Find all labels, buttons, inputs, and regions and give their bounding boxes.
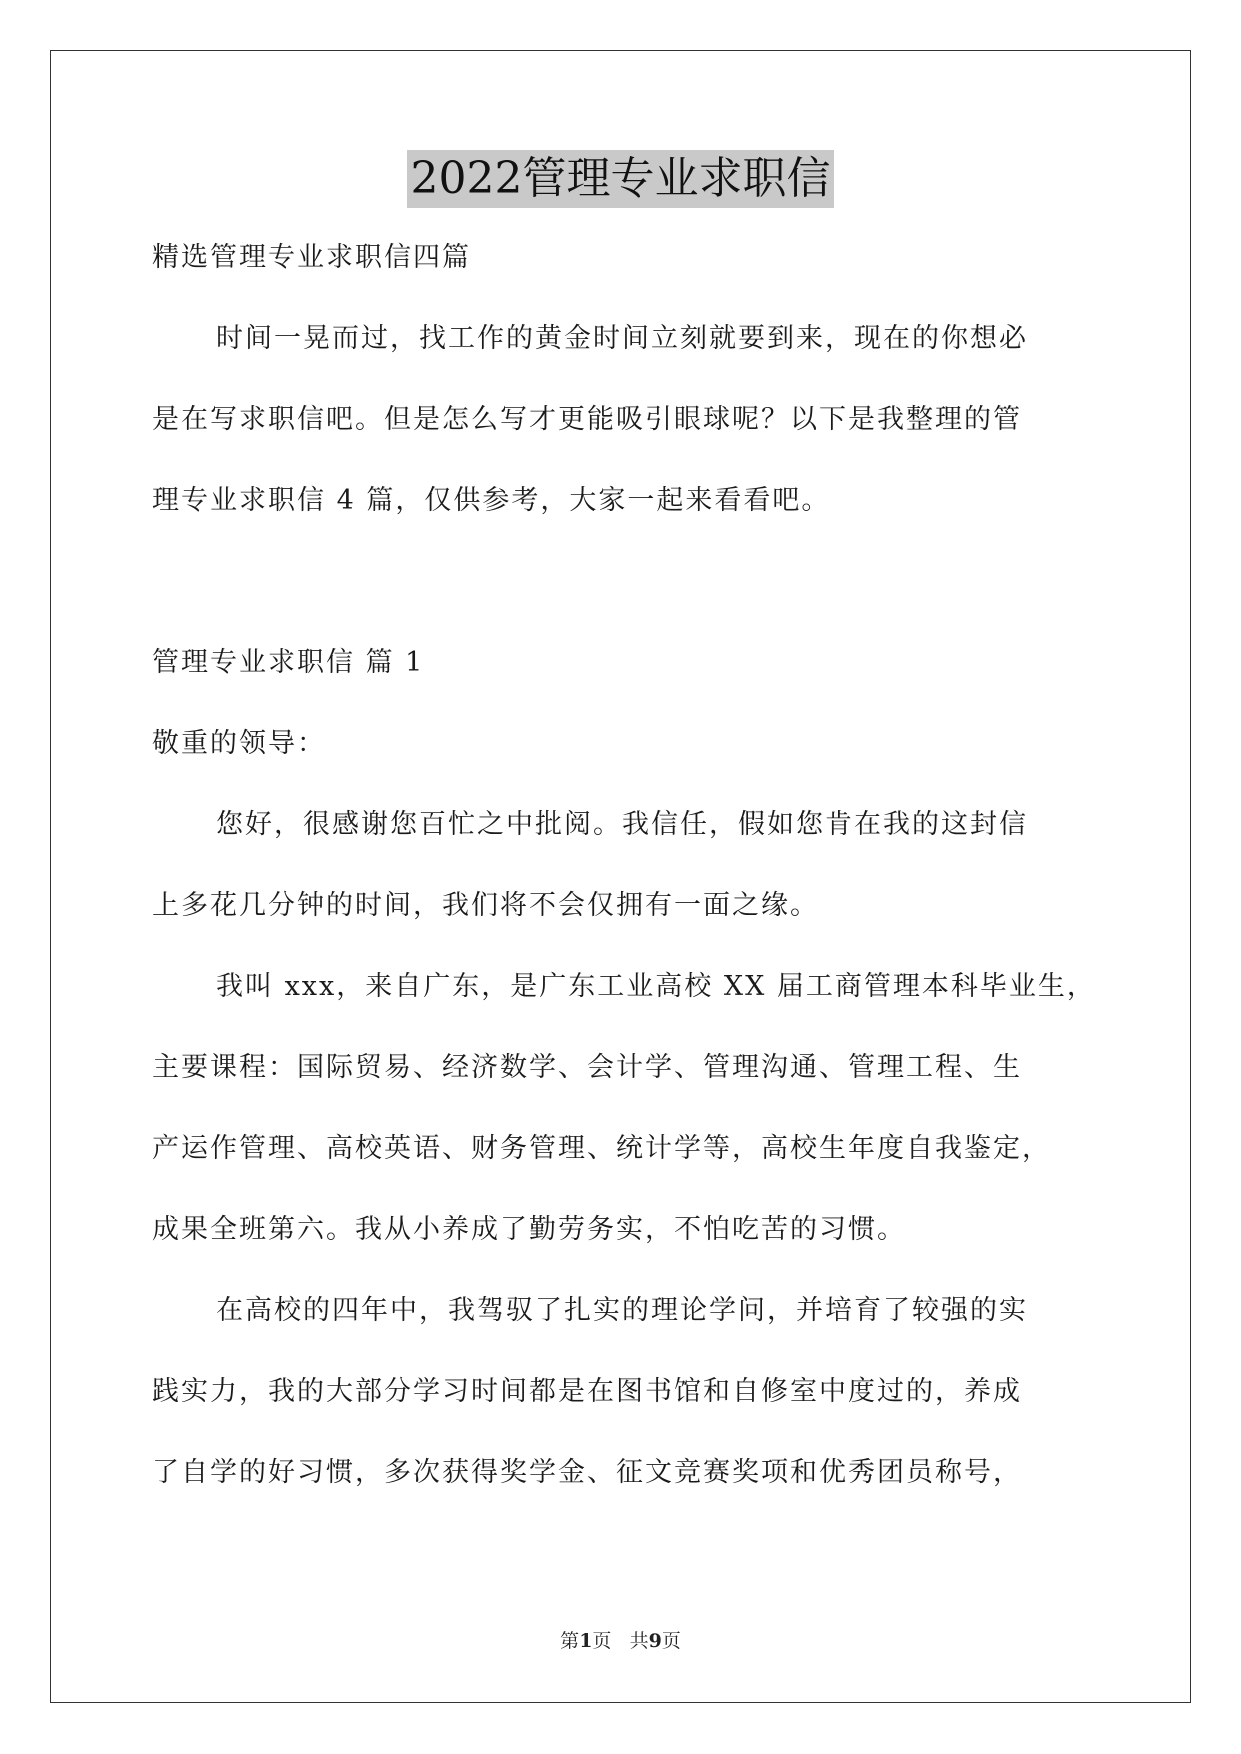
blank-line [152, 556, 1112, 637]
paragraph-line: 了自学的好习惯，多次获得奖学金、征文竞赛奖项和优秀团员称号， [152, 1457, 1022, 1488]
page-prefix: 第 [560, 1630, 580, 1652]
title-area [0, 150, 1241, 208]
total-suffix: 页 [661, 1630, 681, 1652]
page-footer [0, 1626, 1241, 1653]
paragraph-line: 我叫 xxx，来自广东，是广东工业高校 XX 届工商管理本科毕业生， [216, 971, 1096, 1002]
paragraph-line: 您好，很感谢您百忙之中批阅。我信任，假如您肯在我的这封信 [216, 809, 1028, 840]
paragraph-line: 践实力，我的大部分学习时间都是在图书馆和自修室中度过的，养成 [152, 1376, 1022, 1407]
page-suffix: 页 [592, 1630, 612, 1652]
intro-line: 时间一晃而过，找工作的黄金时间立刻就要到来，现在的你想必 [216, 323, 1028, 354]
document-title: 2022管理专业求职信 [407, 150, 835, 208]
paragraph-line: 上多花几分钟的时间，我们将不会仅拥有一面之缘。 [152, 890, 819, 921]
paragraph-line: 成果全班第六。我从小养成了勤劳务实，不怕吃苦的习惯。 [152, 1214, 906, 1245]
intro-line: 理专业求职信 4 篇，仅供参考，大家一起来看看吧。 [152, 485, 831, 516]
page-number: 1 [579, 1630, 593, 1652]
total-pages: 9 [648, 1630, 662, 1652]
salutation: 敬重的领导： [152, 728, 326, 759]
section-heading: 管理专业求职信 篇 1 [152, 647, 425, 678]
paragraph-line: 在高校的四年中，我驾驭了扎实的理论学问，并培育了较强的实 [216, 1295, 1028, 1326]
paragraph-line: 产运作管理、高校英语、财务管理、统计学等，高校生年度自我鉴定， [152, 1133, 1051, 1164]
intro-line: 是在写求职信吧。但是怎么写才更能吸引眼球呢？以下是我整理的管 [152, 404, 1022, 435]
total-prefix: 共 [629, 1630, 649, 1652]
paragraph-line: 主要课程：国际贸易、经济数学、会计学、管理沟通、管理工程、生 [152, 1052, 1022, 1083]
document-subtitle: 精选管理专业求职信四篇 [152, 242, 471, 273]
document-body [152, 232, 1112, 1528]
